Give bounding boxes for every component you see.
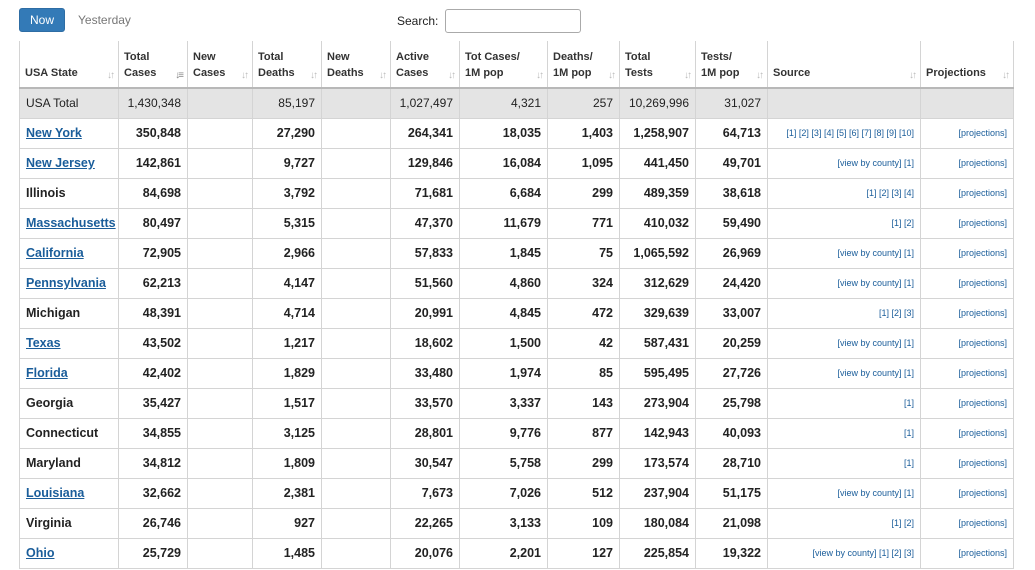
cell-new-cases [188, 118, 253, 148]
cell-total-cases: 80,497 [119, 208, 188, 238]
cell-total-cases: 42,402 [119, 358, 188, 388]
table-row [20, 538, 1014, 568]
cell-cases-per-1m: 4,845 [460, 298, 548, 328]
state-cell [20, 358, 119, 388]
table-row [20, 448, 1014, 478]
projections-link[interactable]: [projections] [921, 388, 1014, 418]
table-row [20, 478, 1014, 508]
cell-new-cases [188, 418, 253, 448]
projections-link[interactable]: [projections] [921, 358, 1014, 388]
cell-new-cases [188, 88, 253, 118]
cell-total-cases: 84,698 [119, 178, 188, 208]
cell-cases-per-1m: 1,974 [460, 358, 548, 388]
state-link[interactable]: Florida [26, 366, 68, 380]
cell-total-deaths: 1,517 [253, 388, 322, 418]
cell-new-deaths [322, 388, 391, 418]
source-links[interactable]: [view by county] [1] [768, 478, 921, 508]
cell-deaths-per-1m: 512 [548, 478, 620, 508]
cell-total-deaths: 1,485 [253, 538, 322, 568]
cell-new-cases [188, 328, 253, 358]
cell-active-cases: 18,602 [391, 328, 460, 358]
cell-total-deaths: 5,315 [253, 208, 322, 238]
cell-active-cases: 47,370 [391, 208, 460, 238]
cell-new-cases [188, 508, 253, 538]
cell-tests-per-1m: 25,798 [696, 388, 768, 418]
column-header-label: Source [773, 67, 811, 79]
state-cell: Michigan [20, 298, 119, 328]
cell-total-deaths: 2,381 [253, 478, 322, 508]
cell-total-deaths: 4,714 [253, 298, 322, 328]
cell-new-deaths [322, 478, 391, 508]
table-row [20, 268, 1014, 298]
source-links[interactable]: [1] [2] [768, 208, 921, 238]
projections-link[interactable]: [projections] [921, 178, 1014, 208]
cell-active-cases: 30,547 [391, 448, 460, 478]
cell-new-deaths [322, 538, 391, 568]
cell-tests-per-1m: 26,969 [696, 238, 768, 268]
cell-tests-per-1m: 24,420 [696, 268, 768, 298]
cell-total-tests: 237,904 [620, 478, 696, 508]
column-header-projections[interactable] [921, 41, 1014, 88]
projections-link[interactable]: [projections] [921, 238, 1014, 268]
cell-total-deaths: 1,829 [253, 358, 322, 388]
source-links[interactable]: [1] [2] [3] [4] [5] [6] [7] [8] [9] [10] [768, 118, 921, 148]
cell-total-deaths: 4,147 [253, 268, 322, 298]
cell-cases-per-1m: 9,776 [460, 418, 548, 448]
source-links[interactable]: [1] [768, 448, 921, 478]
cell-total-deaths: 1,217 [253, 328, 322, 358]
cell-total-cases: 34,812 [119, 448, 188, 478]
state-cell [20, 238, 119, 268]
cell-new-cases [188, 238, 253, 268]
cell-cases-per-1m: 6,684 [460, 178, 548, 208]
cell-total-tests: 329,639 [620, 298, 696, 328]
cell-total-tests: 1,065,592 [620, 238, 696, 268]
cell-tests-per-1m: 33,007 [696, 298, 768, 328]
cell-active-cases: 20,076 [391, 538, 460, 568]
projections-link[interactable]: [projections] [921, 508, 1014, 538]
sort-icon[interactable]: ↓↑ [107, 70, 113, 81]
cell-total-tests: 595,495 [620, 358, 696, 388]
yesterday-button[interactable]: Yesterday [78, 13, 131, 27]
cell-active-cases: 22,265 [391, 508, 460, 538]
column-header-label: Active Cases [396, 51, 430, 79]
cell-deaths-per-1m: 472 [548, 298, 620, 328]
cell-deaths-per-1m: 75 [548, 238, 620, 268]
projections-link[interactable]: [projections] [921, 478, 1014, 508]
cell-total-deaths: 3,792 [253, 178, 322, 208]
projections-link[interactable]: [projections] [921, 148, 1014, 178]
column-header-label: Total Cases [124, 51, 157, 79]
cell-new-deaths [322, 238, 391, 268]
cell-total-cases: 26,746 [119, 508, 188, 538]
cell-new-deaths [322, 508, 391, 538]
column-header-total-cases[interactable] [119, 41, 188, 88]
cell-total-cases: 32,662 [119, 478, 188, 508]
cell-deaths-per-1m: 324 [548, 268, 620, 298]
cell-deaths-per-1m: 143 [548, 388, 620, 418]
cell-new-cases [188, 388, 253, 418]
sort-icon[interactable]: ↓↑ [608, 70, 614, 81]
state-cell [20, 118, 119, 148]
cell-new-deaths [322, 148, 391, 178]
column-header-tests-per-1m[interactable] [696, 41, 768, 88]
state-cell [20, 208, 119, 238]
now-button[interactable]: Now [19, 8, 65, 32]
sort-icon[interactable]: ↓↑ [536, 70, 542, 81]
cell-cases-per-1m: 7,026 [460, 478, 548, 508]
cell-total-tests: 410,032 [620, 208, 696, 238]
column-header-label: USA State [25, 67, 78, 79]
cell-total-cases: 62,213 [119, 268, 188, 298]
cell-new-deaths [322, 208, 391, 238]
state-cell [20, 478, 119, 508]
cell-total-cases: 350,848 [119, 118, 188, 148]
cell-new-deaths [322, 178, 391, 208]
table-row [20, 208, 1014, 238]
cell-deaths-per-1m: 109 [548, 508, 620, 538]
state-cell: Virginia [20, 508, 119, 538]
cell-total-tests: 10,269,996 [620, 88, 696, 118]
cell-new-cases [188, 208, 253, 238]
cell-tests-per-1m: 20,259 [696, 328, 768, 358]
cell-active-cases: 28,801 [391, 418, 460, 448]
table-body [20, 88, 1014, 568]
cell-total-tests: 173,574 [620, 448, 696, 478]
state-link[interactable]: Massachusetts [26, 216, 116, 230]
table-row [20, 238, 1014, 268]
sort-icon[interactable]: ↓↑ [241, 70, 247, 81]
column-header-new-deaths[interactable] [322, 41, 391, 88]
cell-cases-per-1m: 11,679 [460, 208, 548, 238]
column-header-total-deaths[interactable] [253, 41, 322, 88]
state-link[interactable]: Louisiana [26, 486, 85, 500]
cell-active-cases: 129,846 [391, 148, 460, 178]
state-cell [20, 328, 119, 358]
toolbar [0, 0, 1035, 40]
projections-cell [921, 88, 1014, 118]
cell-active-cases: 71,681 [391, 178, 460, 208]
sort-icon[interactable]: ↓↑ [310, 70, 316, 81]
table-row [20, 148, 1014, 178]
column-header-label: Projections [926, 67, 986, 79]
cell-cases-per-1m: 16,084 [460, 148, 548, 178]
cell-cases-per-1m: 4,321 [460, 88, 548, 118]
cell-tests-per-1m: 64,713 [696, 118, 768, 148]
state-cell [20, 538, 119, 568]
cell-total-cases: 34,855 [119, 418, 188, 448]
sort-icon[interactable]: ↓↑ [756, 70, 762, 81]
cell-total-tests: 441,450 [620, 148, 696, 178]
source-links[interactable]: [1] [2] [768, 508, 921, 538]
cell-deaths-per-1m: 299 [548, 448, 620, 478]
cell-total-tests: 180,084 [620, 508, 696, 538]
cell-new-deaths [322, 328, 391, 358]
state-cell: Illinois [20, 178, 119, 208]
cell-tests-per-1m: 31,027 [696, 88, 768, 118]
source-links[interactable]: [view by county] [1] [768, 268, 921, 298]
cell-tests-per-1m: 51,175 [696, 478, 768, 508]
cell-new-deaths [322, 298, 391, 328]
cell-total-tests: 142,943 [620, 418, 696, 448]
state-link[interactable]: New Jersey [26, 156, 95, 170]
cell-total-tests: 312,629 [620, 268, 696, 298]
projections-link[interactable]: [projections] [921, 448, 1014, 478]
cell-total-deaths: 85,197 [253, 88, 322, 118]
cell-cases-per-1m: 18,035 [460, 118, 548, 148]
cell-total-cases: 72,905 [119, 238, 188, 268]
cell-new-cases [188, 358, 253, 388]
table-row [20, 118, 1014, 148]
source-links[interactable]: [view by county] [1] [2] [3] [768, 538, 921, 568]
cell-new-cases [188, 478, 253, 508]
cell-tests-per-1m: 19,322 [696, 538, 768, 568]
cell-new-deaths [322, 358, 391, 388]
table-row [20, 298, 1014, 328]
state-link[interactable]: Ohio [26, 546, 55, 560]
source-links[interactable]: [view by county] [1] [768, 328, 921, 358]
table-header-row [20, 41, 1014, 88]
cell-new-deaths [322, 448, 391, 478]
cell-new-deaths [322, 118, 391, 148]
cell-deaths-per-1m: 1,403 [548, 118, 620, 148]
cell-tests-per-1m: 40,093 [696, 418, 768, 448]
cell-total-tests: 273,904 [620, 388, 696, 418]
search-input[interactable] [445, 9, 581, 33]
cell-new-cases [188, 298, 253, 328]
cell-active-cases: 51,560 [391, 268, 460, 298]
cell-deaths-per-1m: 127 [548, 538, 620, 568]
cell-cases-per-1m: 5,758 [460, 448, 548, 478]
projections-link[interactable]: [projections] [921, 268, 1014, 298]
search-label: Search: [397, 14, 439, 28]
cell-active-cases: 20,991 [391, 298, 460, 328]
cell-new-deaths [322, 88, 391, 118]
cell-deaths-per-1m: 85 [548, 358, 620, 388]
cell-active-cases: 7,673 [391, 478, 460, 508]
cell-active-cases: 33,480 [391, 358, 460, 388]
cell-total-cases: 142,861 [119, 148, 188, 178]
column-header-label: New Deaths [327, 51, 364, 79]
cell-active-cases: 1,027,497 [391, 88, 460, 118]
cell-tests-per-1m: 49,701 [696, 148, 768, 178]
cell-cases-per-1m: 1,500 [460, 328, 548, 358]
column-header-cases-per-1m[interactable] [460, 41, 548, 88]
column-header-state[interactable] [20, 41, 119, 88]
cell-tests-per-1m: 38,618 [696, 178, 768, 208]
sort-icon[interactable]: ↓↑ [1002, 70, 1008, 81]
cell-total-deaths: 927 [253, 508, 322, 538]
source-links[interactable]: [view by county] [1] [768, 148, 921, 178]
projections-link[interactable]: [projections] [921, 538, 1014, 568]
cell-total-cases: 25,729 [119, 538, 188, 568]
state-link[interactable]: California [26, 246, 84, 260]
projections-link[interactable]: [projections] [921, 208, 1014, 238]
states-table [19, 41, 1014, 569]
state-cell: Connecticut [20, 418, 119, 448]
table-row [20, 508, 1014, 538]
source-links[interactable]: [1] [768, 388, 921, 418]
cell-total-cases: 1,430,348 [119, 88, 188, 118]
cell-deaths-per-1m: 771 [548, 208, 620, 238]
column-header-active-cases[interactable] [391, 41, 460, 88]
source-links[interactable]: [1] [2] [3] [4] [768, 178, 921, 208]
projections-link[interactable]: [projections] [921, 298, 1014, 328]
cell-tests-per-1m: 27,726 [696, 358, 768, 388]
cell-total-cases: 35,427 [119, 388, 188, 418]
cell-new-cases [188, 268, 253, 298]
column-header-source[interactable] [768, 41, 921, 88]
cell-total-tests: 225,854 [620, 538, 696, 568]
source-links[interactable]: [view by county] [1] [768, 358, 921, 388]
column-header-label: Tests/ 1M pop [701, 51, 740, 79]
projections-link[interactable]: [projections] [921, 418, 1014, 448]
cell-cases-per-1m: 1,845 [460, 238, 548, 268]
cell-cases-per-1m: 3,133 [460, 508, 548, 538]
cell-cases-per-1m: 3,337 [460, 388, 548, 418]
column-header-deaths-per-1m[interactable] [548, 41, 620, 88]
cell-tests-per-1m: 28,710 [696, 448, 768, 478]
state-link[interactable]: Pennsylvania [26, 276, 106, 290]
cell-new-deaths [322, 418, 391, 448]
table-row [20, 328, 1014, 358]
cell-deaths-per-1m: 877 [548, 418, 620, 448]
cell-total-deaths: 27,290 [253, 118, 322, 148]
cell-total-deaths: 2,966 [253, 238, 322, 268]
cell-tests-per-1m: 59,490 [696, 208, 768, 238]
total-row [20, 88, 1014, 118]
cell-total-cases: 48,391 [119, 298, 188, 328]
state-link[interactable]: Texas [26, 336, 61, 350]
cell-total-tests: 1,258,907 [620, 118, 696, 148]
table-row [20, 418, 1014, 448]
cell-tests-per-1m: 21,098 [696, 508, 768, 538]
table-row [20, 358, 1014, 388]
cell-active-cases: 33,570 [391, 388, 460, 418]
column-header-new-cases[interactable] [188, 41, 253, 88]
state-link[interactable]: New York [26, 126, 82, 140]
cell-total-tests: 489,359 [620, 178, 696, 208]
cell-new-cases [188, 538, 253, 568]
cell-deaths-per-1m: 257 [548, 88, 620, 118]
sort-icon[interactable]: ↓↑ [909, 70, 915, 81]
cell-total-deaths: 3,125 [253, 418, 322, 448]
cell-new-deaths [322, 268, 391, 298]
sort-icon[interactable]: ↓↑ [448, 70, 454, 81]
source-cell [768, 88, 921, 118]
cell-total-tests: 587,431 [620, 328, 696, 358]
sort-icon[interactable]: ↓↑ [379, 70, 385, 81]
cell-new-cases [188, 178, 253, 208]
cell-cases-per-1m: 2,201 [460, 538, 548, 568]
column-header-label: New Cases [193, 51, 226, 79]
state-cell: Maryland [20, 448, 119, 478]
cell-active-cases: 264,341 [391, 118, 460, 148]
cell-deaths-per-1m: 42 [548, 328, 620, 358]
column-header-label: Total Deaths [258, 51, 295, 79]
table-row [20, 178, 1014, 208]
state-cell: Georgia [20, 388, 119, 418]
source-links[interactable]: [1] [768, 418, 921, 448]
sort-descending-icon[interactable]: ↓≡ [175, 70, 182, 81]
state-cell [20, 148, 119, 178]
column-header-total-tests[interactable] [620, 41, 696, 88]
cell-deaths-per-1m: 299 [548, 178, 620, 208]
column-header-label: Deaths/ 1M pop [553, 51, 593, 79]
cell-cases-per-1m: 4,860 [460, 268, 548, 298]
cell-total-cases: 43,502 [119, 328, 188, 358]
sort-icon[interactable]: ↓↑ [684, 70, 690, 81]
cell-total-deaths: 1,809 [253, 448, 322, 478]
cell-new-cases [188, 148, 253, 178]
projections-link[interactable]: [projections] [921, 328, 1014, 358]
cell-total-deaths: 9,727 [253, 148, 322, 178]
cell-deaths-per-1m: 1,095 [548, 148, 620, 178]
table-row [20, 388, 1014, 418]
cell-active-cases: 57,833 [391, 238, 460, 268]
cell-new-cases [188, 448, 253, 478]
source-links[interactable]: [view by county] [1] [768, 238, 921, 268]
state-cell [20, 268, 119, 298]
column-header-label: Tot Cases/ 1M pop [465, 51, 520, 79]
source-links[interactable]: [1] [2] [3] [768, 298, 921, 328]
column-header-label: Total Tests [625, 51, 653, 79]
state-cell: USA Total [20, 88, 119, 118]
projections-link[interactable]: [projections] [921, 118, 1014, 148]
